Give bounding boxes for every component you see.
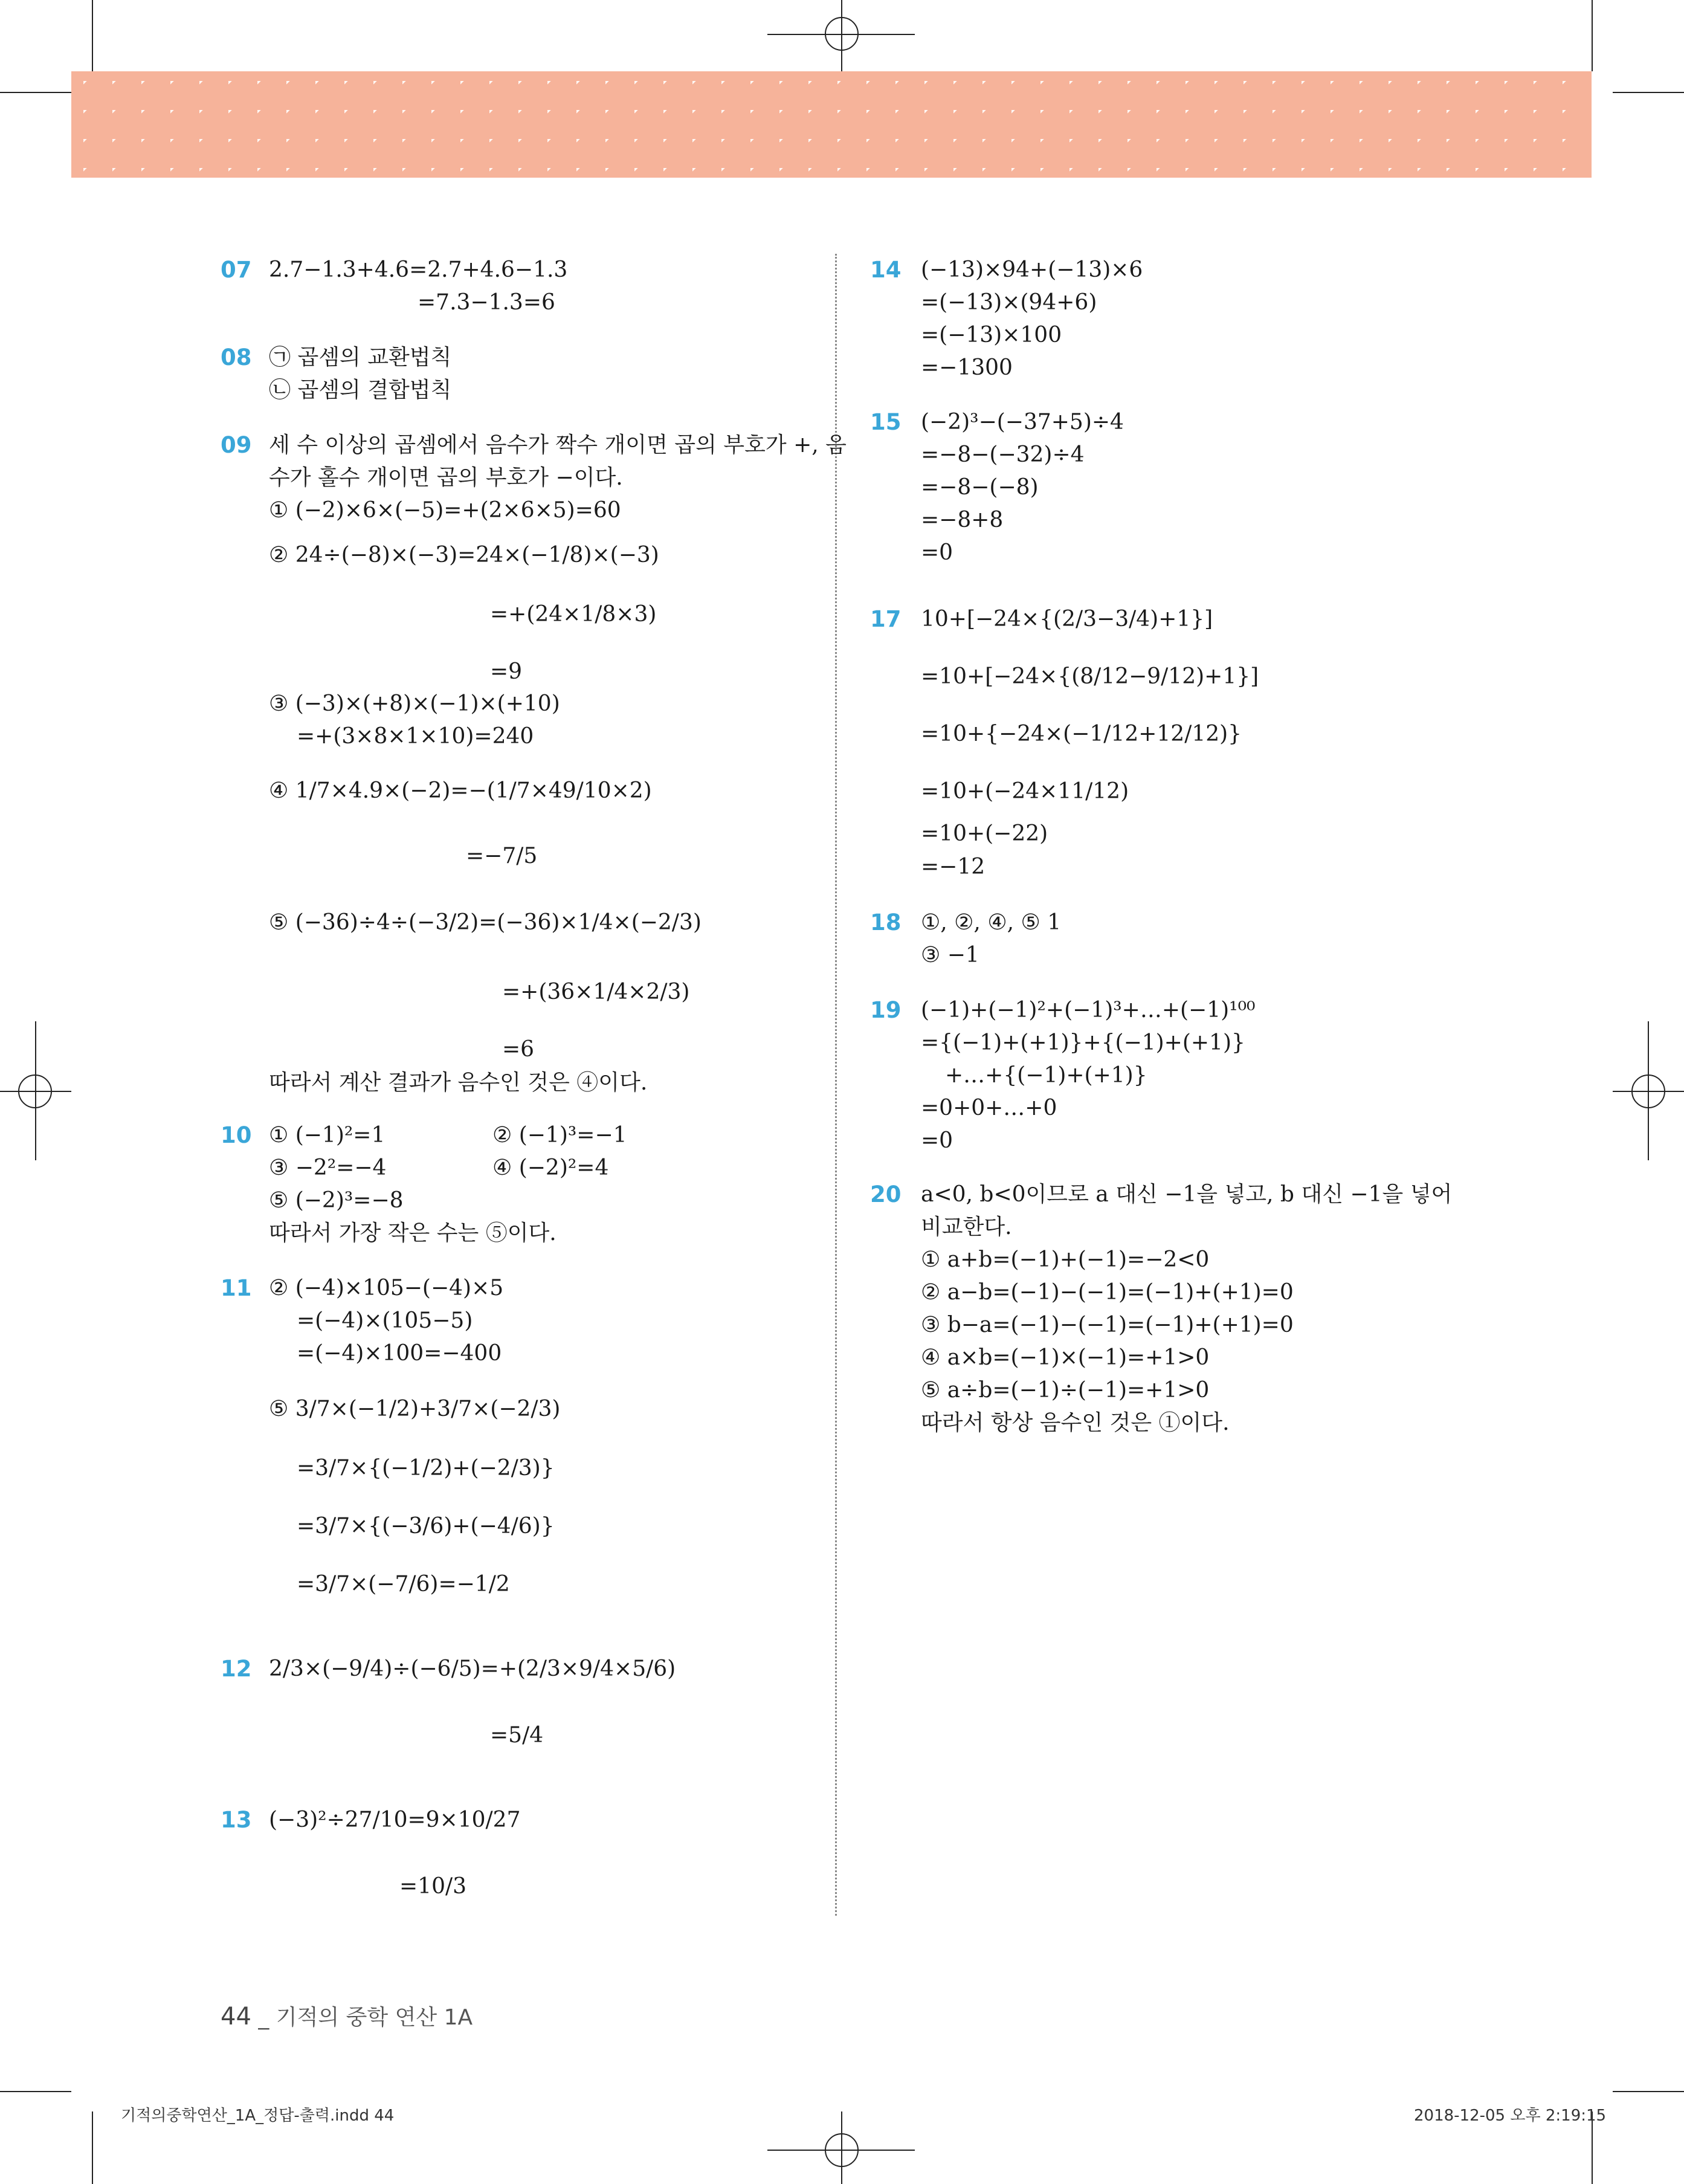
print-file-name: 기적의중학연산_1A_정답-출력.indd 44 [121, 2107, 395, 2125]
solution-line: =3/7×{(−3/6)+(−4/6)} [297, 1514, 555, 1539]
solution-line: =(−13)×100 [921, 323, 1062, 347]
solution-line: (−3)²÷27/10=9×10/27 [269, 1808, 521, 1832]
solution-line: ㉠ 곱셈의 교환법칙 [269, 345, 452, 370]
problem-number: 12 [221, 1656, 252, 1682]
solution-line: ④ (−2)²=4 [492, 1155, 609, 1180]
crop-mark [92, 2111, 93, 2184]
solution-line: =10+(−24×11/12) [921, 779, 1129, 804]
solution-line: 따라서 항상 음수인 것은 ①이다. [921, 1410, 1230, 1435]
solution-line: =−8−(−8) [921, 475, 1039, 500]
solution-line: =0+0+…+0 [921, 1096, 1057, 1120]
solution-line: =3/7×{(−1/2)+(−2/3)} [297, 1456, 555, 1481]
solution-line: ⑤ a÷b=(−1)÷(−1)=+1>0 [921, 1378, 1210, 1403]
crop-mark [0, 92, 71, 93]
solution-line: ③ −2²=−4 [269, 1155, 387, 1180]
solution-line: =(−4)×(105−5) [297, 1308, 473, 1333]
solution-line: ① (−2)×6×(−5)=+(2×6×5)=60 [269, 498, 621, 523]
solution-line: ② (−4)×105−(−4)×5 [269, 1276, 504, 1300]
problem-number: 19 [870, 997, 902, 1023]
solution-line: ② (−1)³=−1 [492, 1123, 627, 1148]
solution-line: =−12 [921, 855, 986, 879]
problem-number: 18 [870, 909, 902, 935]
solution-line: ③ −1 [921, 943, 979, 968]
solution-line: +…+{(−1)+(+1)} [945, 1063, 1147, 1088]
solution-line: ⑤ (−36)÷4÷(−3/2)=(−36)×1/4×(−2/3) [269, 910, 702, 935]
crop-mark [92, 0, 93, 71]
solution-line: =10+{−24×(−1/12+12/12)} [921, 722, 1242, 746]
solution-line: ④ 1/7×4.9×(−2)=−(1/7×49/10×2) [269, 778, 652, 803]
solution-line: =0 [921, 1128, 953, 1153]
solution-line: 2.7−1.3+4.6=2.7+4.6−1.3 [269, 257, 568, 282]
solution-line: ③ b−a=(−1)−(−1)=(−1)+(+1)=0 [921, 1313, 1294, 1337]
solution-line: ③ (−3)×(+8)×(−1)×(+10) [269, 691, 560, 716]
crop-mark [841, 0, 842, 71]
solution-line: =−1300 [921, 355, 1013, 380]
solution-line: (−2)³−(−37+5)÷4 [921, 410, 1124, 435]
problem-number: 20 [870, 1181, 902, 1207]
solution-line: ① (−1)²=1 [269, 1123, 386, 1148]
problem-number: 14 [870, 257, 902, 283]
solution-line: ={(−1)+(+1)}+{(−1)+(+1)} [921, 1030, 1245, 1055]
column-divider [835, 254, 837, 1916]
solution-line: 10+[−24×{(2/3−3/4)+1}] [921, 607, 1213, 632]
solution-line: a<0, b<0이므로 a 대신 −1을 넣고, b 대신 −1을 넣어 [921, 1182, 1453, 1207]
problem-number: 07 [221, 257, 252, 283]
solution-line: =7.3−1.3=6 [418, 290, 555, 315]
crop-mark [1613, 2091, 1684, 2092]
solution-line: 세 수 이상의 곱셈에서 음수가 짝수 개이면 곱의 부호가 +, 음 [269, 433, 847, 457]
problem-number: 13 [221, 1807, 252, 1833]
crop-mark [0, 2091, 71, 2092]
solution-line: =(−4)×100=−400 [297, 1341, 502, 1366]
solution-line: =+(3×8×1×10)=240 [297, 724, 534, 749]
solution-line: 수가 홀수 개이면 곱의 부호가 −이다. [269, 465, 623, 490]
solution-line: =(−13)×(94+6) [921, 290, 1097, 315]
problem-number: 17 [870, 606, 902, 632]
solution-line: 따라서 가장 작은 수는 ⑤이다. [269, 1221, 556, 1245]
solution-line: =+(24×1/8×3) [490, 602, 657, 627]
crop-mark [35, 1021, 36, 1160]
book-title: _ 기적의 중학 연산 1A [258, 2005, 473, 2030]
page-footer [221, 2000, 473, 2031]
solution-line: ⑤ 3/7×(−1/2)+3/7×(−2/3) [269, 1397, 561, 1421]
crop-mark [1648, 1021, 1649, 1160]
solution-line: 따라서 계산 결과가 음수인 것은 ④이다. [269, 1070, 648, 1095]
page-number: 44 [221, 2003, 251, 2031]
crop-mark [841, 2111, 842, 2184]
solution-line: (−13)×94+(−13)×6 [921, 257, 1143, 282]
solution-line: =+(36×1/4×2/3) [502, 980, 690, 1004]
problem-number: 08 [221, 344, 252, 370]
solution-line: ⑤ (−2)³=−8 [269, 1188, 404, 1213]
solution-line: =10/3 [399, 1874, 467, 1899]
solution-line: =−7/5 [466, 844, 538, 868]
solution-line: =0 [921, 540, 953, 565]
solution-line: ①, ②, ④, ⑤ 1 [921, 910, 1062, 935]
solution-line: ② a−b=(−1)−(−1)=(−1)+(+1)=0 [921, 1280, 1294, 1305]
solution-line: ② 24÷(−8)×(−3)=24×(−1/8)×(−3) [269, 543, 659, 567]
solution-line: (−1)+(−1)²+(−1)³+…+(−1)¹⁰⁰ [921, 998, 1256, 1023]
solution-line: =−8+8 [921, 508, 1004, 532]
solution-line: 비교한다. [921, 1215, 1012, 1239]
solution-line: =9 [490, 659, 523, 684]
solution-line: ① a+b=(−1)+(−1)=−2<0 [921, 1247, 1210, 1272]
problem-number: 11 [221, 1275, 252, 1301]
print-timestamp: 2018-12-05 오후 2:19:15 [1414, 2107, 1607, 2125]
problem-number: 15 [870, 409, 902, 435]
crop-mark [1613, 92, 1684, 93]
solution-line: =5/4 [490, 1723, 544, 1748]
solution-line: =3/7×(−7/6)=−1/2 [297, 1572, 510, 1597]
solution-line: =−8−(−32)÷4 [921, 442, 1085, 467]
solution-line: =10+(−22) [921, 821, 1048, 846]
solution-line: =10+[−24×{(8/12−9/12)+1}] [921, 664, 1259, 689]
solution-line: =6 [502, 1037, 535, 1062]
solution-line: ④ a×b=(−1)×(−1)=+1>0 [921, 1345, 1210, 1370]
header-banner [71, 71, 1592, 178]
solution-line: ㉡ 곱셈의 결합법칙 [269, 378, 452, 402]
problem-number: 09 [221, 432, 252, 458]
problem-number: 10 [221, 1122, 252, 1148]
solution-line: 2/3×(−9/4)÷(−6/5)=+(2/3×9/4×5/6) [269, 1656, 676, 1681]
crop-mark [1592, 0, 1593, 71]
